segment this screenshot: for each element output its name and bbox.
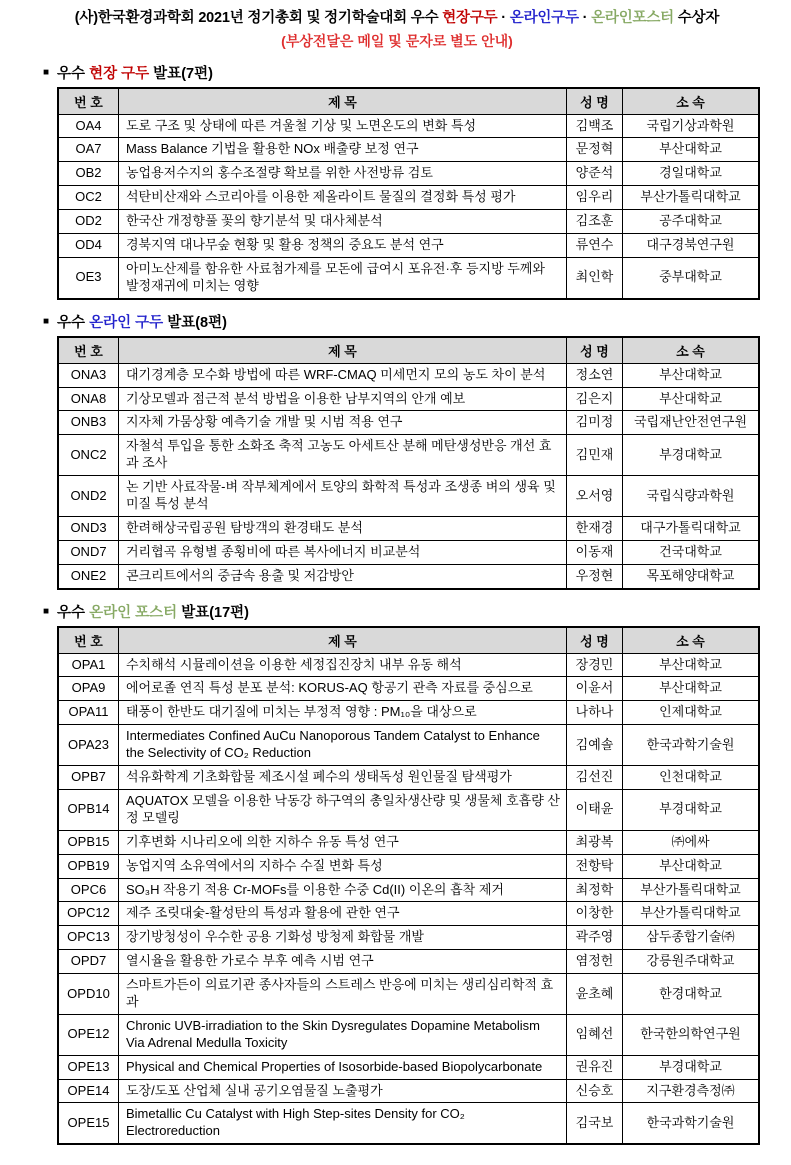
winner-name: 권유진 — [567, 1055, 623, 1079]
paper-title: 아미노산제를 함유한 사료첨가제를 모돈에 급여시 포유전·후 등지방 두께와 발정재귀에 미치는 영향 — [119, 257, 567, 298]
paper-title: 에어로졸 연직 특성 분포 분석: KORUS-AQ 항공기 관측 자료를 중심으로 — [119, 677, 567, 701]
winner-name: 김미정 — [567, 411, 623, 435]
row-number: OA4 — [58, 114, 119, 138]
winner-affiliation: 국립식량과학원 — [623, 476, 760, 517]
winner-affiliation: 국립재난안전연구원 — [623, 411, 760, 435]
winner-affiliation: 국립기상과학원 — [623, 114, 760, 138]
paper-title: 자철석 투입을 통한 소화조 축적 고농도 아세트산 분해 메탄생성반응 개선 효과 조사 — [119, 435, 567, 476]
title-segment: 수상자 — [673, 10, 720, 26]
title-segment: 온라인구두 — [509, 10, 579, 26]
table-row — [58, 138, 759, 162]
row-number: OND3 — [58, 516, 119, 540]
winner-name: 염정헌 — [567, 950, 623, 974]
winner-name: 최인학 — [567, 257, 623, 298]
awards-table — [57, 626, 760, 1146]
paper-title: 한국산 개정향풀 꽃의 향기분석 및 대사체분석 — [119, 210, 567, 234]
column-header: 소 속 — [623, 337, 760, 364]
row-number: OC2 — [58, 186, 119, 210]
winner-name: 김민재 — [567, 435, 623, 476]
winner-name: 한재경 — [567, 516, 623, 540]
row-number: OA7 — [58, 138, 119, 162]
row-number: ONA8 — [58, 387, 119, 411]
winner-affiliation: 부산대학교 — [623, 854, 760, 878]
section-heading — [43, 601, 737, 622]
paper-title: 거리협곡 유형별 종횡비에 따른 복사에너지 비교분석 — [119, 540, 567, 564]
table-row — [58, 725, 759, 766]
table-row — [58, 186, 759, 210]
table-row — [58, 564, 759, 588]
winner-affiliation: 경일대학교 — [623, 162, 760, 186]
table-row — [58, 363, 759, 387]
winner-name: 양준석 — [567, 162, 623, 186]
winner-name: 이창한 — [567, 902, 623, 926]
winner-name: 최정학 — [567, 878, 623, 902]
row-number: OPC6 — [58, 878, 119, 902]
winner-name: 오서영 — [567, 476, 623, 517]
paper-title: 논 기반 사료작물-벼 작부체계에서 토양의 화학적 특성과 조생종 벼의 생육 및 미질 특성 분석 — [119, 476, 567, 517]
row-number: OPE14 — [58, 1079, 119, 1103]
paper-title: 한려해상국립공원 탐방객의 환경태도 분석 — [119, 516, 567, 540]
table-row — [58, 950, 759, 974]
winner-name: 곽주영 — [567, 926, 623, 950]
winner-name: 김예솔 — [567, 725, 623, 766]
winner-affiliation: 부산가톨릭대학교 — [623, 186, 760, 210]
row-number: ONC2 — [58, 435, 119, 476]
table-row — [58, 902, 759, 926]
award-section — [43, 601, 741, 1146]
table-row — [58, 653, 759, 677]
table-row — [58, 210, 759, 234]
heading-segment: 온라인 포스터 — [89, 604, 178, 621]
row-number: OD4 — [58, 234, 119, 258]
paper-title: Mass Balance 기법을 활용한 NOx 배출량 보정 연구 — [119, 138, 567, 162]
winner-affiliation: 대구가톨릭대학교 — [623, 516, 760, 540]
winner-affiliation: 부산대학교 — [623, 677, 760, 701]
paper-title: 도로 구조 및 상태에 따른 겨울철 기상 및 노면온도의 변화 특성 — [119, 114, 567, 138]
paper-title: Physical and Chemical Properties of Isosorbide-based Biopolycarbonate — [119, 1055, 567, 1079]
winner-affiliation: 인천대학교 — [623, 766, 760, 790]
document-title — [37, 9, 757, 29]
award-section — [43, 311, 748, 590]
paper-title: 석탄비산재와 스코리아를 이용한 제올라이트 물질의 결정화 특성 평가 — [119, 186, 567, 210]
row-number: OB2 — [58, 162, 119, 186]
table-row — [58, 854, 759, 878]
winner-affiliation: 부산대학교 — [623, 387, 760, 411]
table-row — [58, 1103, 759, 1144]
row-number: OPE13 — [58, 1055, 119, 1079]
winner-affiliation: 한국과학기술원 — [623, 1103, 760, 1144]
column-header: 제 목 — [119, 627, 567, 654]
row-number: OPA1 — [58, 653, 119, 677]
winner-affiliation: 부산대학교 — [623, 138, 760, 162]
winner-name: 임우리 — [567, 186, 623, 210]
paper-title: 대기경계층 모수화 방법에 따른 WRF-CMAQ 미세먼지 모의 농도 차이 분석 — [119, 363, 567, 387]
winner-affiliation: 삼두종합기술㈜ — [623, 926, 760, 950]
winner-affiliation: 한경대학교 — [623, 974, 760, 1015]
row-number: OPC13 — [58, 926, 119, 950]
column-header: 번 호 — [58, 337, 119, 364]
winner-name: 이윤서 — [567, 677, 623, 701]
title-segment: (사)한국환경과학회 2021년 정기총회 및 정기학술대회 우수 — [74, 10, 443, 26]
paper-title: 기후변화 시나리오에 의한 지하수 유동 특성 연구 — [119, 830, 567, 854]
winner-name: 나하나 — [567, 701, 623, 725]
paper-title: 석유화학계 기초화합물 제조시설 폐수의 생태독성 원인물질 탐색평가 — [119, 766, 567, 790]
heading-segment: 현장 구두 — [89, 65, 150, 82]
title-segment: · — [497, 10, 510, 26]
table-row — [58, 257, 759, 298]
row-number: OPA23 — [58, 725, 119, 766]
paper-title: 기상모델과 점근적 분석 방법을 이용한 남부지역의 안개 예보 — [119, 387, 567, 411]
winner-name: 김선진 — [567, 766, 623, 790]
row-number: ONA3 — [58, 363, 119, 387]
paper-title: SO₃H 작용기 적용 Cr-MOFs를 이용한 수중 Cd(II) 이온의 흡착 제거 — [119, 878, 567, 902]
column-header: 제 목 — [119, 88, 567, 115]
table-row — [58, 1014, 759, 1055]
winner-affiliation: 인제대학교 — [623, 701, 760, 725]
heading-segment: 온라인 구두 — [89, 314, 164, 331]
heading-segment: 발표(7편) — [149, 65, 213, 82]
table-row — [58, 162, 759, 186]
winner-name: 류연수 — [567, 234, 623, 258]
winner-affiliation: 부경대학교 — [623, 1055, 760, 1079]
paper-title: 농업용저수지의 홍수조절량 확보를 위한 사전방류 검토 — [119, 162, 567, 186]
winner-name: 윤초혜 — [567, 974, 623, 1015]
row-number: OND7 — [58, 540, 119, 564]
table-row — [58, 411, 759, 435]
heading-segment: 우수 — [57, 65, 90, 82]
winner-affiliation: 부경대학교 — [623, 435, 760, 476]
winner-affiliation: 부산가톨릭대학교 — [623, 878, 760, 902]
winner-affiliation: 대구경북연구원 — [623, 234, 760, 258]
table-row — [58, 1055, 759, 1079]
table-row — [58, 701, 759, 725]
paper-title: 스마트가든이 의료기관 종사자들의 스트레스 반응에 미치는 생리심리학적 효과 — [119, 974, 567, 1015]
paper-title: 지자체 가뭄상황 예측기술 개발 및 시범 적용 연구 — [119, 411, 567, 435]
winner-affiliation: 공주대학교 — [623, 210, 760, 234]
winner-name: 김조훈 — [567, 210, 623, 234]
paper-title: 콘크리트에서의 중금속 용출 및 저감방안 — [119, 564, 567, 588]
column-header: 성 명 — [567, 627, 623, 654]
paper-title: AQUATOX 모델을 이용한 낙동강 하구역의 총일차생산량 및 생물체 호흡량 산정 모델링 — [119, 789, 567, 830]
winner-name: 김은지 — [567, 387, 623, 411]
row-number: OD2 — [58, 210, 119, 234]
heading-segment: 우수 — [57, 604, 90, 621]
award-section — [43, 62, 741, 300]
column-header: 번 호 — [58, 627, 119, 654]
row-number: OPB15 — [58, 830, 119, 854]
sections — [43, 62, 748, 1146]
column-header: 성 명 — [567, 337, 623, 364]
winner-name: 신승호 — [567, 1079, 623, 1103]
row-number: OND2 — [58, 476, 119, 517]
winner-affiliation: 부산대학교 — [623, 653, 760, 677]
paper-title: 도장/도포 산업체 실내 공기오염물질 노출평가 — [119, 1079, 567, 1103]
winner-affiliation: 지구환경측정㈜ — [623, 1079, 760, 1103]
row-number: ONE2 — [58, 564, 119, 588]
table-body — [58, 363, 759, 588]
section-heading-text — [57, 62, 213, 83]
table-row — [58, 830, 759, 854]
column-header: 번 호 — [58, 88, 119, 115]
paper-title: 장기방청성이 우수한 공용 기화성 방청제 화합물 개발 — [119, 926, 567, 950]
title-segment: 온라인포스터 — [591, 10, 674, 26]
table-row — [58, 435, 759, 476]
winner-name: 전항탁 — [567, 854, 623, 878]
paper-title: 농업지역 소유역에서의 지하수 수질 변화 특성 — [119, 854, 567, 878]
winner-affiliation: 강릉원주대학교 — [623, 950, 760, 974]
winner-name: 김국보 — [567, 1103, 623, 1144]
column-header: 소 속 — [623, 88, 760, 115]
table-row — [58, 476, 759, 517]
winner-name: 장경민 — [567, 653, 623, 677]
paper-title: Intermediates Confined AuCu Nanoporous Tandem Catalyst to Enhance the Selectivity of CO₂ Reduction — [119, 725, 567, 766]
paper-title: 제주 조릿대숯-활성탄의 특성과 활용에 관한 연구 — [119, 902, 567, 926]
winner-affiliation: 부산대학교 — [623, 363, 760, 387]
square-bullet-icon: ■ — [43, 316, 50, 328]
row-number: OPE12 — [58, 1014, 119, 1055]
table-row — [58, 974, 759, 1015]
table-body — [58, 653, 759, 1144]
row-number: OPD7 — [58, 950, 119, 974]
table-header-row — [58, 337, 759, 364]
winner-name: 최광복 — [567, 830, 623, 854]
title-segment: 현장구두 — [442, 10, 498, 26]
row-number: OPE15 — [58, 1103, 119, 1144]
table-row — [58, 789, 759, 830]
paper-title: 수치해석 시뮬레이션을 이용한 세정집진장치 내부 유동 해석 — [119, 653, 567, 677]
section-heading-text — [57, 311, 227, 332]
title-segment: · — [578, 10, 592, 26]
winner-affiliation: 목포해양대학교 — [623, 564, 760, 588]
section-heading — [43, 311, 737, 332]
table-row — [58, 766, 759, 790]
winner-name: 임혜선 — [567, 1014, 623, 1055]
table-row — [58, 387, 759, 411]
section-heading-text — [57, 601, 249, 622]
table-row — [58, 540, 759, 564]
table-row — [58, 234, 759, 258]
table-row — [58, 878, 759, 902]
document-subtitle: (부상전달은 메일 및 문자로 별도 안내) — [281, 32, 513, 49]
awards-table — [57, 336, 760, 590]
paper-title: Bimetallic Cu Catalyst with High Step-sites Density for CO₂ Electroreduction — [119, 1103, 567, 1144]
heading-segment: 우수 — [57, 314, 90, 331]
table-row — [58, 677, 759, 701]
winner-name: 정소연 — [567, 363, 623, 387]
awards-table — [57, 87, 760, 300]
winner-name: 김백조 — [567, 114, 623, 138]
table-row — [58, 114, 759, 138]
paper-title: 경북지역 대나무숲 현황 및 활용 정책의 중요도 분석 연구 — [119, 234, 567, 258]
column-header: 성 명 — [567, 88, 623, 115]
row-number: ONB3 — [58, 411, 119, 435]
row-number: OPB19 — [58, 854, 119, 878]
table-header-row — [58, 88, 759, 115]
winner-name: 우정현 — [567, 564, 623, 588]
winner-affiliation: 한국과학기술원 — [623, 725, 760, 766]
paper-title: 태풍이 한반도 대기질에 미치는 부정적 영향 : PM₁₀을 대상으로 — [119, 701, 567, 725]
winner-affiliation: 한국한의학연구원 — [623, 1014, 760, 1055]
column-header: 제 목 — [119, 337, 567, 364]
heading-segment: 발표(17편) — [177, 604, 250, 621]
winner-affiliation: 부산가톨릭대학교 — [623, 902, 760, 926]
table-row — [58, 516, 759, 540]
square-bullet-icon: ■ — [43, 606, 50, 618]
winner-affiliation: ㈜에싸 — [623, 830, 760, 854]
winner-affiliation: 건국대학교 — [623, 540, 760, 564]
winner-name: 문정혁 — [567, 138, 623, 162]
table-row — [58, 926, 759, 950]
paper-title: Chronic UVB-irradiation to the Skin Dysregulates Dopamine Metabolism Via Adrenal Medulla Toxicity — [119, 1014, 567, 1055]
table-row — [58, 1079, 759, 1103]
row-number: OPB14 — [58, 789, 119, 830]
heading-segment: 발표(8편) — [163, 314, 227, 331]
paper-title: 열시율을 활용한 가로수 부후 예측 시범 연구 — [119, 950, 567, 974]
table-header-row — [58, 627, 759, 654]
row-number: OPD10 — [58, 974, 119, 1015]
row-number: OPC12 — [58, 902, 119, 926]
column-header: 소 속 — [623, 627, 760, 654]
winner-name: 이태윤 — [567, 789, 623, 830]
square-bullet-icon: ■ — [43, 67, 50, 79]
winner-name: 이동재 — [567, 540, 623, 564]
row-number: OE3 — [58, 257, 119, 298]
table-body — [58, 114, 759, 299]
row-number: OPB7 — [58, 766, 119, 790]
section-heading — [43, 62, 737, 83]
row-number: OPA11 — [58, 701, 119, 725]
winner-affiliation: 중부대학교 — [623, 257, 760, 298]
winner-affiliation: 부경대학교 — [623, 789, 760, 830]
row-number: OPA9 — [58, 677, 119, 701]
